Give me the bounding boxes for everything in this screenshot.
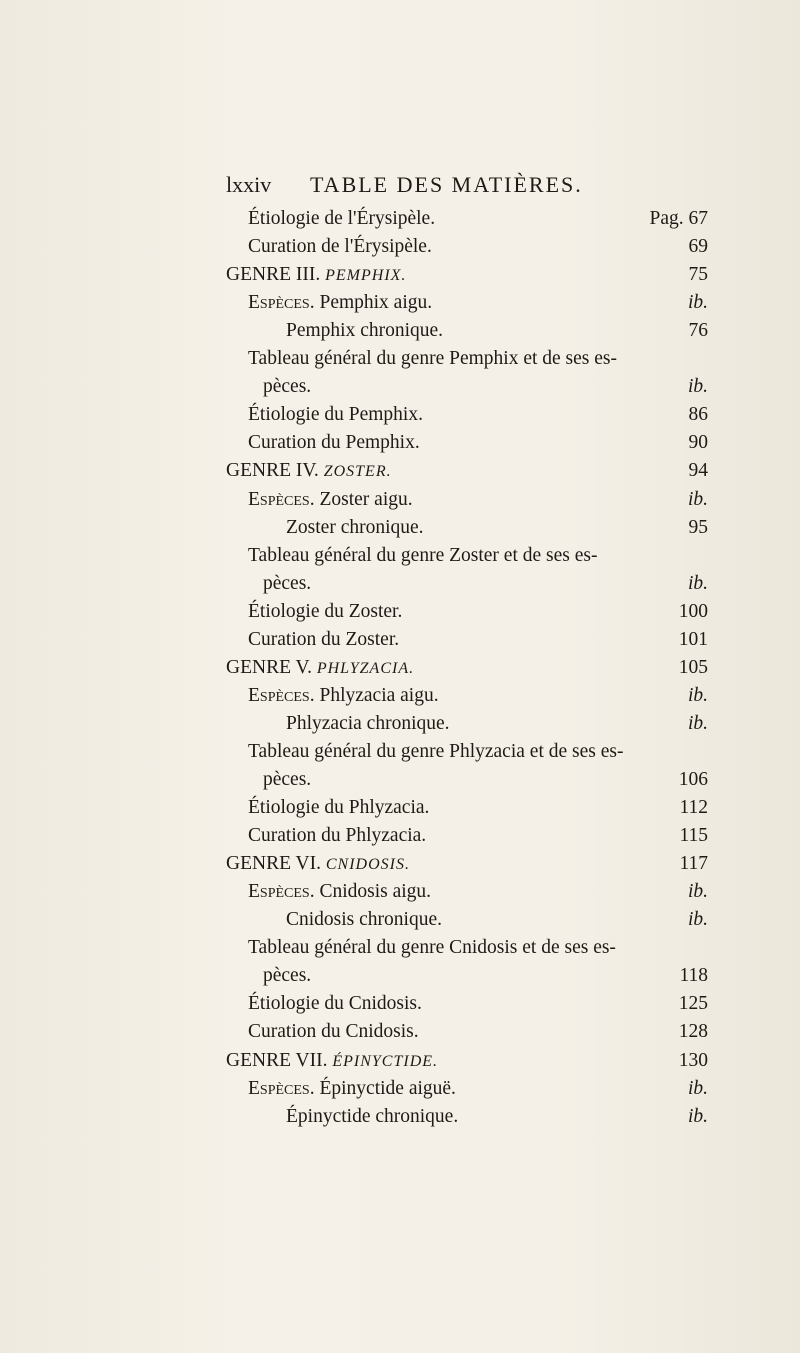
toc-entry (0, 709, 800, 739)
entry-label: Cnidosis aigu. (319, 881, 432, 903)
entry-label: Curation du Phlyzacia. (248, 825, 427, 847)
entry-label: pèces. (263, 965, 312, 987)
page-reference: 90 (688, 432, 708, 454)
toc-entry (0, 204, 800, 234)
entry-label: Zoster aigu. (319, 488, 413, 510)
toc-entry (0, 344, 800, 374)
toc-entry (0, 765, 800, 795)
entry-label: Phlyzacia chronique. (286, 712, 450, 734)
page-reference: Pag. 67 (649, 208, 708, 229)
page-reference: ib. (687, 292, 708, 314)
entry-label: Cnidosis chronique. (286, 909, 442, 931)
entry-label: Pemphix aigu. (319, 292, 433, 314)
toc-entry-text (248, 933, 616, 963)
entry-label: Étiologie du Zoster. (248, 600, 403, 622)
page-reference: ib. (687, 376, 708, 398)
toc-entry (0, 260, 800, 290)
toc-entry (0, 877, 800, 907)
especes-label: Espèces. (248, 684, 315, 706)
toc-entry (0, 961, 800, 991)
genre-number: GENRE IV. (226, 460, 319, 482)
genre-number: GENRE VII. (226, 1049, 328, 1071)
page-reference: 75 (688, 264, 708, 286)
entry-label: Tableau général du genre Zoster et de ses es- (248, 544, 598, 566)
toc-entry (0, 485, 800, 515)
page-reference: 100 (678, 600, 708, 622)
page-folio: lxxiv (226, 172, 272, 197)
entry-label: Tableau général du genre Pemphix et de ses es- (248, 348, 617, 370)
toc-entry (0, 849, 800, 879)
page-reference: 86 (688, 404, 708, 426)
page-reference: 117 (679, 853, 708, 875)
toc-entry (0, 428, 800, 458)
toc-entry (0, 905, 800, 935)
toc-entry (0, 793, 800, 823)
toc-entry (0, 372, 800, 402)
genre-name: CNIDOSIS. (325, 856, 410, 874)
toc-entry (0, 1074, 800, 1104)
entry-label: Curation du Zoster. (248, 628, 400, 650)
toc-entry (0, 1017, 800, 1047)
genre-number: GENRE VI. (226, 853, 321, 875)
toc-entry-text (248, 541, 597, 571)
entry-label: Curation du Cnidosis. (248, 1021, 419, 1043)
page-reference: ib. (687, 1077, 708, 1099)
page-reference: 125 (678, 993, 708, 1015)
toc-entry (0, 456, 800, 486)
toc-entry (0, 737, 800, 767)
page-reference: 95 (688, 516, 708, 538)
page-reference: 118 (679, 965, 708, 987)
especes-label: Espèces. (248, 1077, 315, 1099)
page-reference: 94 (688, 460, 708, 482)
page-reference: 112 (679, 797, 708, 819)
entry-label: Curation du Pemphix. (248, 432, 420, 454)
especes-label: Espèces. (248, 881, 315, 903)
genre-name: PEMPHIX. (325, 267, 407, 285)
entry-label: Curation de l'Érysipèle. (248, 236, 432, 258)
genre-name: ZOSTER. (323, 463, 392, 481)
entry-label: Étiologie du Pemphix. (248, 404, 423, 426)
toc-entry (0, 933, 800, 963)
toc-entry (0, 569, 800, 599)
toc-entry (0, 288, 800, 318)
toc-entry (0, 400, 800, 430)
page-reference: ib. (687, 488, 708, 510)
entry-label: pèces. (263, 572, 312, 594)
toc-entry-text (248, 344, 617, 374)
page-reference: ib. (687, 881, 708, 903)
toc-entry (0, 681, 800, 711)
page-reference: 115 (679, 825, 708, 847)
entry-label: Étiologie du Cnidosis. (248, 993, 422, 1015)
entry-label: pèces. (263, 769, 312, 790)
page-reference: ib. (687, 909, 708, 931)
toc-entry (0, 653, 800, 683)
entry-label: pèces. (263, 376, 312, 398)
genre-number: GENRE V. (226, 656, 312, 678)
toc-entry (0, 821, 800, 851)
genre-number: GENRE III. (226, 264, 321, 286)
toc-entry (0, 1046, 800, 1076)
running-title: TABLE DES MATIÈRES. (310, 172, 583, 197)
entry-label: Pemphix chronique. (286, 320, 444, 342)
page-reference: ib. (687, 712, 708, 734)
entry-label: Épinyctide aiguë. (319, 1077, 456, 1099)
toc-entry (0, 625, 800, 655)
genre-name: PHLYZACIA. (316, 659, 415, 677)
entry-label: Zoster chronique. (286, 516, 424, 538)
page-reference: 105 (678, 656, 708, 678)
page-reference: 130 (678, 1049, 708, 1071)
toc-entry (0, 989, 800, 1019)
especes-label: Espèces. (248, 292, 315, 314)
toc-entry (0, 232, 800, 262)
entry-label: Phlyzacia aigu. (319, 684, 439, 706)
entry-label: Tableau général du genre Cnidosis et de ses es- (248, 937, 616, 959)
page-header (226, 172, 706, 202)
page-reference: 69 (688, 236, 708, 258)
entry-label: Étiologie de l'Érysipèle. (248, 208, 436, 229)
page-reference: 128 (678, 1021, 708, 1043)
toc-entry-text (248, 737, 623, 767)
entry-label: Étiologie du Phlyzacia. (248, 797, 430, 819)
genre-name: ÉPINYCTIDE. (332, 1052, 439, 1070)
toc-entry (0, 1102, 800, 1132)
page-reference: 101 (678, 628, 708, 650)
especes-label: Espèces. (248, 488, 315, 510)
entry-label: Épinyctide chronique. (286, 1105, 459, 1127)
toc-entry (0, 513, 800, 543)
page-reference: ib. (687, 572, 708, 594)
toc-entry (0, 316, 800, 346)
toc-entry (0, 597, 800, 627)
page-reference: ib. (687, 1105, 708, 1127)
page-reference: 76 (688, 320, 708, 342)
page-reference: 106 (678, 769, 708, 790)
entry-label: Tableau général du genre Phlyzacia et de ses es- (248, 740, 624, 762)
page-reference: ib. (687, 684, 708, 706)
toc-entry (0, 541, 800, 571)
